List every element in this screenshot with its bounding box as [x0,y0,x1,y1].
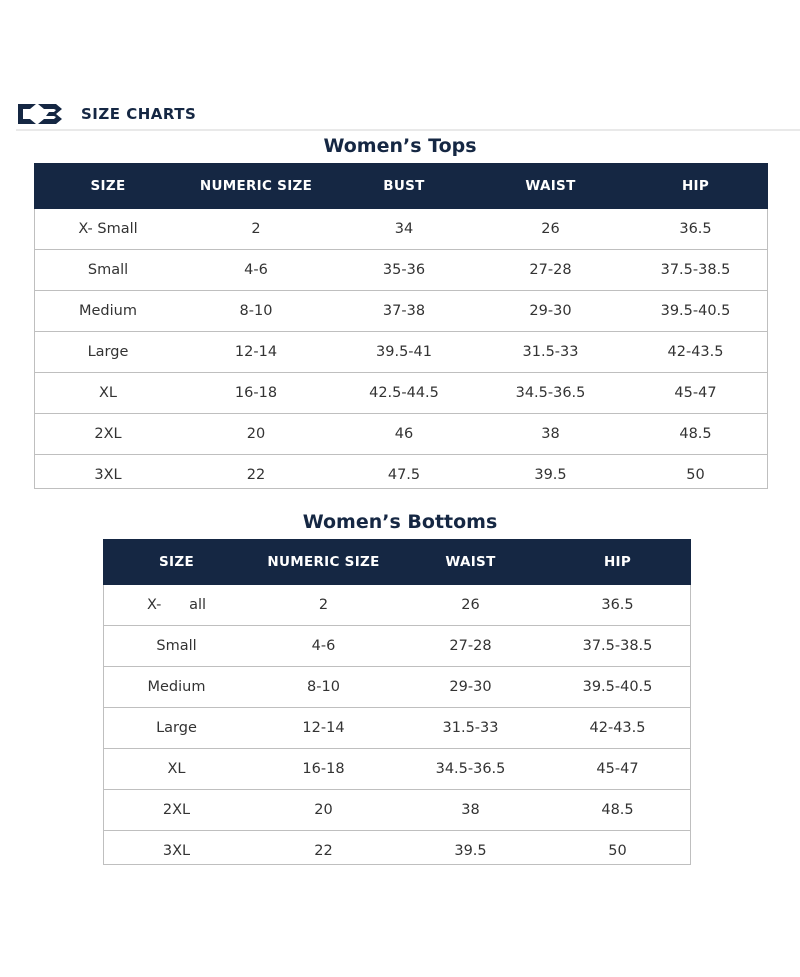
table-cell: 46 [330,414,478,455]
table-row [103,790,691,831]
site-header [0,96,800,130]
table-cell: 45-47 [623,373,768,414]
bottoms-header-row [103,539,691,585]
table-cell: 26 [541,221,560,237]
table-cell: 39.5 [397,831,544,872]
table-cell: 4-6 [182,250,330,291]
table-row [34,209,768,250]
tops-table [34,163,768,495]
table-cell: Large [103,708,250,749]
table-cell: 42.5-44.5 [330,373,478,414]
col-header-size: SIZE [103,539,250,585]
table-cell: 39.5 [478,455,623,496]
table-cell: 48.5 [623,414,768,455]
table-cell: 47.5 [330,455,478,496]
table-cell: 20 [182,414,330,455]
table-cell: 38 [397,790,544,831]
table-cell: 34 [394,221,414,237]
table-row [34,414,768,455]
table-cell: 29-30 [478,291,623,332]
table-cell: 37.5-38.5 [544,626,691,667]
table-cell: 22 [250,831,397,872]
col-header-hip: HIP [544,539,691,585]
table-cell: 27-28 [478,250,623,291]
table-cell: 48.5 [544,790,691,831]
tops-title: Women’s Tops [323,135,477,157]
table-cell: 37.5-38.5 [623,250,768,291]
table-row [34,291,768,332]
table-row [103,708,691,749]
table-cell: 2 [251,221,261,237]
table-cell: X- Small [78,221,138,237]
table-cell: 16-18 [250,749,397,790]
table-cell: Medium [34,291,182,332]
table-row [34,332,768,373]
col-header-bust: BUST [330,163,478,209]
table-cell: 4-6 [250,626,397,667]
table-cell: 50 [544,831,691,872]
table-cell: 36.5 [601,597,634,613]
table-cell: 2 [318,597,329,613]
table-cell: 16-18 [182,373,330,414]
table-cell: 3XL [103,831,250,872]
page-title: SIZE CHARTS [81,105,197,123]
table-cell: 8-10 [182,291,330,332]
table-row [103,585,691,626]
table-cell: 12-14 [182,332,330,373]
table-cell: 3XL [34,455,182,496]
table-cell: 31.5-33 [397,708,544,749]
bottoms-table-frame [103,539,691,865]
col-header-hip: HIP [623,163,768,209]
table-row [103,626,691,667]
table-row [103,667,691,708]
table-cell: 36.5 [679,221,712,237]
table-cell: XL [34,373,182,414]
table-cell: 42-43.5 [544,708,691,749]
table-cell: 12-14 [250,708,397,749]
table-cell: Large [34,332,182,373]
table-cell: 39.5-40.5 [623,291,768,332]
table-cell: 42-43.5 [623,332,768,373]
col-header-waist: WAIST [397,539,544,585]
col-header-numeric-size: NUMERIC SIZE [250,539,397,585]
table-cell: 38 [478,414,623,455]
table-cell: 50 [623,455,768,496]
table-cell: 8-10 [250,667,397,708]
table-cell: X- all [146,597,207,613]
table-cell: 2XL [34,414,182,455]
tops-header-row [34,163,768,209]
table-cell: 34.5-36.5 [397,749,544,790]
cb-logo-icon [16,102,64,126]
tops-table-frame [34,163,768,489]
table-cell: 37-38 [330,291,478,332]
table-cell: 35-36 [330,250,478,291]
col-header-size: SIZE [34,163,182,209]
table-cell: 20 [250,790,397,831]
table-cell: 39.5-41 [330,332,478,373]
table-cell: Medium [103,667,250,708]
table-row [34,250,768,291]
table-row [34,455,768,496]
table-cell: 29-30 [397,667,544,708]
header-divider [16,129,800,131]
table-cell: Small [34,250,182,291]
table-cell: 27-28 [397,626,544,667]
table-cell: 39.5-40.5 [544,667,691,708]
bottoms-table [103,539,691,871]
table-cell: 31.5-33 [478,332,623,373]
table-cell: 22 [182,455,330,496]
table-row [34,373,768,414]
table-cell: 26 [461,597,480,613]
col-header-numeric-size: NUMERIC SIZE [182,163,330,209]
table-row [103,831,691,872]
table-row [103,749,691,790]
col-header-waist: WAIST [478,163,623,209]
bottoms-title: Women’s Bottoms [302,511,498,533]
table-cell: XL [103,749,250,790]
table-cell: 45-47 [544,749,691,790]
table-cell: 34.5-36.5 [478,373,623,414]
table-cell: 2XL [103,790,250,831]
table-cell: Small [103,626,250,667]
